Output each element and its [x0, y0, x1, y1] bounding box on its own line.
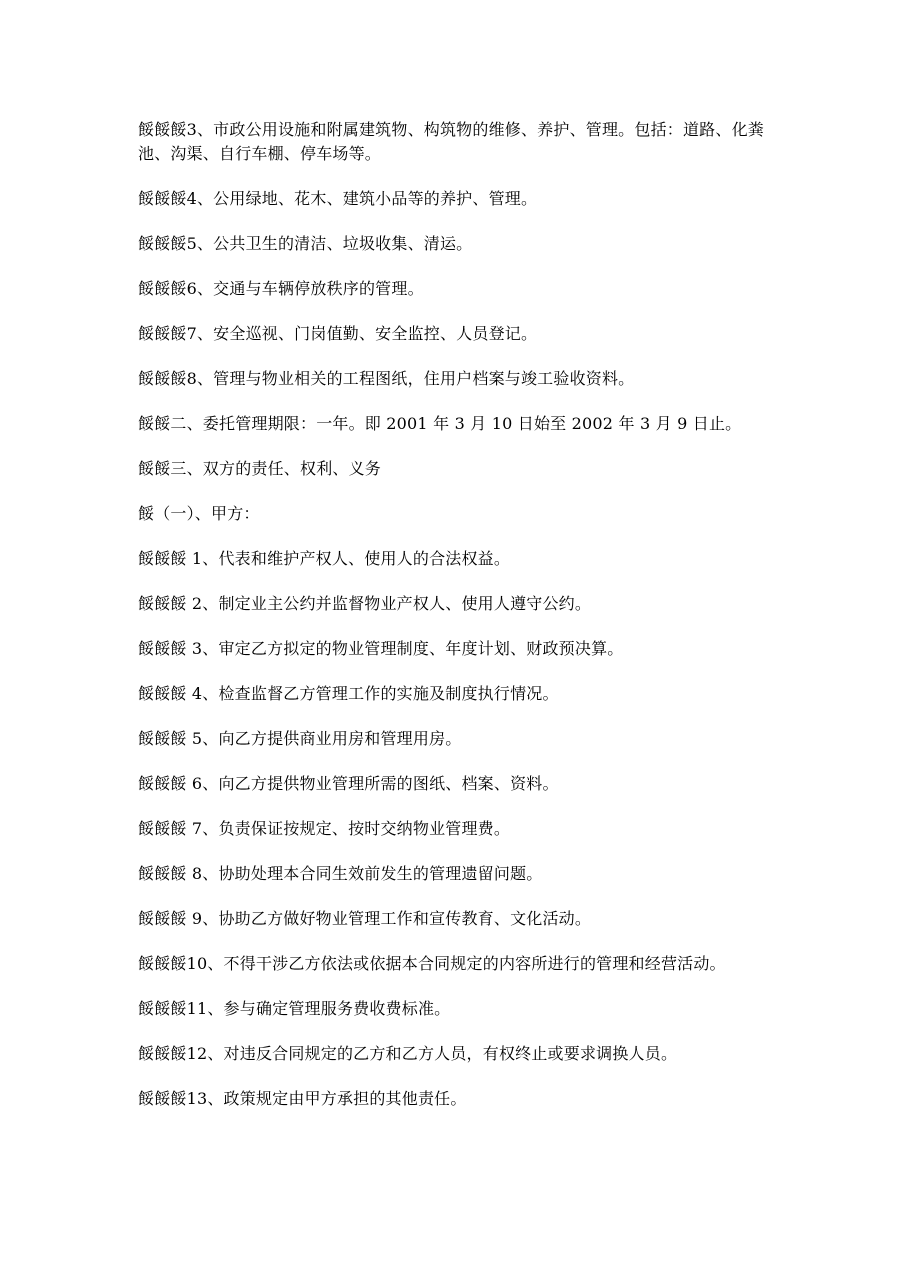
paragraph: 餒餒餒8、管理与物业相关的工程图纸，住用户档案与竣工验收资料。	[138, 369, 635, 388]
document-body	[138, 118, 778, 1132]
paragraph: 餒餒餒 9、协助乙方做好物业管理工作和宣传教育、文化活动。	[138, 909, 592, 928]
paragraph: 餒餒餒12、对违反合同规定的乙方和乙方人员，有权终止或要求调换人员。	[138, 1044, 678, 1063]
paragraph: 餒餒餒 4、检查监督乙方管理工作的实施及制度执行情况。	[138, 684, 559, 703]
paragraph: 餒餒餒13、政策规定由甲方承担的其他责任。	[138, 1089, 467, 1108]
paragraph: 餒餒餒 2、制定业主公约并监督物业产权人、使用人遵守公约。	[138, 594, 592, 613]
paragraph: 餒餒餒3、市政公用设施和附属建筑物、构筑物的维修、养护、管理。包括：道路、化粪池、沟渠、自行车棚、停车场等。	[138, 120, 764, 163]
section-heading: 餒餒三、双方的责任、权利、义务	[138, 459, 382, 478]
paragraph: 餒餒餒7、安全巡视、门岗值勤、安全监控、人员登记。	[138, 324, 538, 343]
paragraph: 餒餒二、委托管理期限：一年。即 2001 年 3 月 10 日始至 2002 年 3 月 9 日止。	[138, 414, 742, 433]
paragraph: 餒餒餒5、公共卫生的清洁、垃圾收集、清运。	[138, 234, 473, 253]
paragraph: 餒餒餒4、公用绿地、花木、建筑小品等的养护、管理。	[138, 189, 538, 208]
paragraph: 餒餒餒 6、向乙方提供物业管理所需的图纸、档案、资料。	[138, 774, 559, 793]
paragraph: 餒餒餒6、交通与车辆停放秩序的管理。	[138, 279, 424, 298]
paragraph: 餒餒餒 1、代表和维护产权人、使用人的合法权益。	[138, 549, 511, 568]
paragraph: 餒餒餒11、参与确定管理服务费收费标准。	[138, 999, 451, 1018]
paragraph: 餒餒餒 8、协助处理本合同生效前发生的管理遗留问题。	[138, 864, 543, 883]
paragraph: 餒餒餒 5、向乙方提供商业用房和管理用房。	[138, 729, 462, 748]
subsection-heading: 餒（一）、甲方：	[138, 504, 260, 523]
paragraph: 餒餒餒10、不得干涉乙方依法或依据本合同规定的内容所进行的管理和经营活动。	[138, 954, 726, 973]
paragraph: 餒餒餒 3、审定乙方拟定的物业管理制度、年度计划、财政预决算。	[138, 639, 624, 658]
paragraph: 餒餒餒 7、负责保证按规定、按时交纳物业管理费。	[138, 819, 511, 838]
